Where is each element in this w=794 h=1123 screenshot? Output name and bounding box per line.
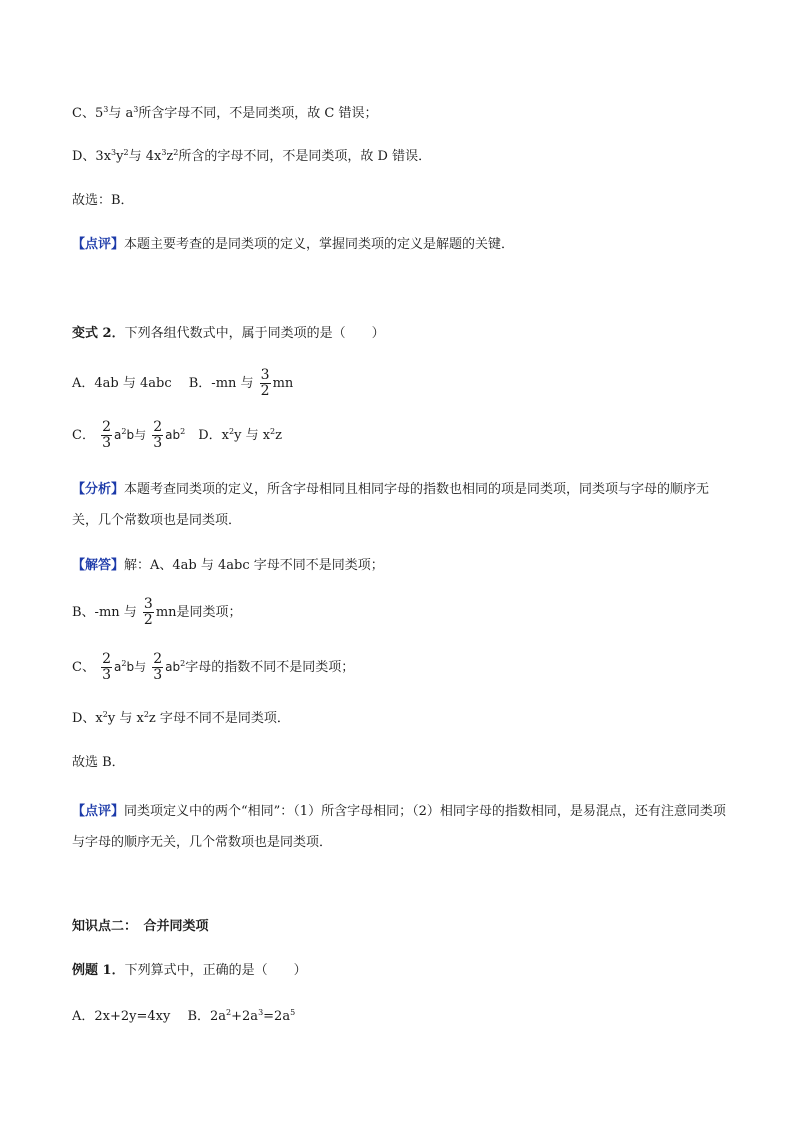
option-c-explanation: C、$5^3$与 $a^3$所含字母不同，不是同类项，故 C 错误； — [72, 105, 378, 121]
option-d-explanation: D、$3x^3y^2$与 $4x^3z^2$所含的字母不同，不是同类项，故 D 错误． — [72, 148, 432, 164]
fraction: $\frac{2}{3}$ — [153, 419, 163, 451]
analysis-tag: 【分析】 — [72, 482, 125, 497]
analysis-paragraph: 【分析】本题考查同类项的定义，所含字母相同且相同字母的指数也相同的项是同类项，同类项与字母的顺序无关，几个常数项也是同类项． — [72, 482, 710, 528]
fraction: $\frac{3}{2}$ — [143, 596, 153, 628]
comment-1: 【点评】本题主要考查的是同类项的定义，掌握同类项的定义是解题的关键． — [72, 237, 515, 252]
comment-tag: 【点评】 — [72, 237, 125, 252]
fraction: $\frac{2}{3}$ — [102, 419, 112, 451]
variant-2-options-cd: C． $\frac{2}{3}$ $a^2b$与 $\frac{2}{3}$ $ab^2$ D．$x^2y$ 与 $x^2z$ — [72, 419, 282, 451]
fraction: $\frac{2}{3}$ — [153, 651, 163, 683]
answer-choice-1: 故选：B． — [72, 193, 134, 208]
comment-2: 【点评】同类项定义中的两个“相同”：（1）所含字母相同；（2）相同字母的指数相同，是易混点，还有注意同类项与字母的顺序无关，几个常数项也是同类项． — [72, 804, 726, 850]
solution-line-c: C、 $\frac{2}{3}$ $a^2b$与 $\frac{2}{3}$ $ab^2$字母的指数不同不是同类项； — [72, 651, 355, 683]
example-1-options-ab: A．2x+2y=4xy B．$2a^2+2a^3=2a^5$ — [72, 1008, 296, 1024]
solution-tag: 【解答】 — [72, 558, 125, 573]
answer-choice-2: 故选 B． — [72, 755, 125, 770]
variant-2-question: 变式 2．下列各组代数式中，属于同类项的是（ ） — [72, 326, 385, 341]
comment-tag: 【点评】 — [72, 804, 125, 819]
fraction: $\frac{2}{3}$ — [102, 651, 112, 683]
knowledge-point-2-heading: 知识点二： 合并同类项 — [72, 919, 209, 934]
solution-line-b: B、-mn 与 $\frac{3}{2}$ mn是同类项； — [72, 596, 242, 628]
fraction: $\frac{3}{2}$ — [260, 367, 270, 399]
variant-2-options-ab: A．4ab 与 4abc B．-mn 与 $\frac{3}{2}$ mn — [72, 367, 294, 399]
solution-line-d: D、$x^2y$ 与 $x^2z$ 字母不同不是同类项． — [72, 710, 290, 726]
solution-line-a: 【解答】解：A、4ab 与 4abc 字母不同不是同类项； — [72, 558, 384, 573]
example-1-question: 例题 1．下列算式中，正确的是（ ） — [72, 963, 307, 978]
